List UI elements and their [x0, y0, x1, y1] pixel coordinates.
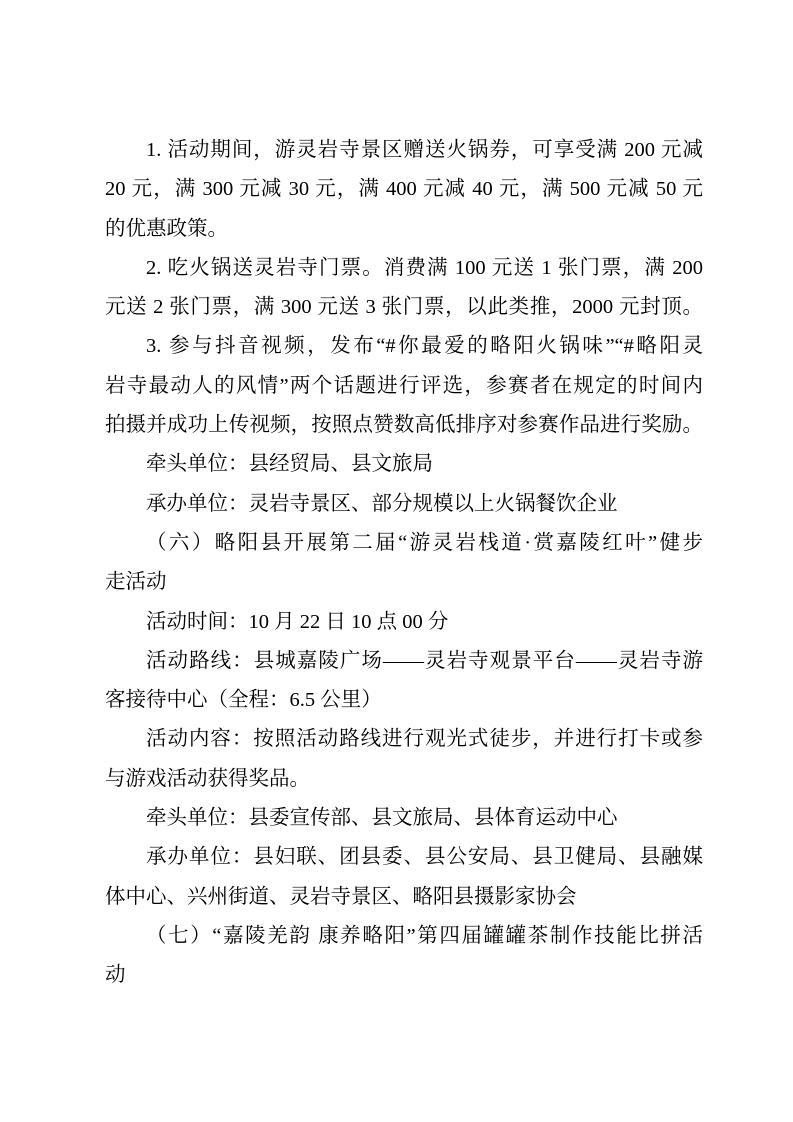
text-line: 承办单位：县妇联、团县委、县公安局、县卫健局、县融媒 — [146, 846, 703, 869]
heading-line: 动 — [105, 964, 126, 987]
text-line: 拍摄并成功上传视频，按照点赞数高低排序对参赛作品进行奖励。 — [105, 414, 703, 437]
paragraph — [105, 603, 703, 642]
text-line: 20 元，满 300 元减 30 元，满 400 元减 40 元，满 500 元减 50 元 — [105, 178, 703, 201]
paragraph — [105, 445, 703, 484]
text-line: 牵头单位：县委宣传部、县文旅局、县体育运动中心 — [146, 807, 618, 830]
heading-line: （六）略阳县开展第二届“游灵岩栈道·赏嘉陵红叶”健步 — [146, 531, 703, 554]
section-heading — [105, 524, 703, 603]
text-line: 牵头单位：县经贸局、县文旅局 — [146, 453, 433, 476]
paragraph — [105, 838, 703, 917]
text-line: 活动内容：按照活动路线进行观光式徒步，并进行打卡或参 — [146, 728, 703, 751]
paragraph — [105, 327, 703, 445]
text-line: 活动时间：10 月 22 日 10 点 00 分 — [146, 610, 449, 633]
text-line: 客接待中心（全程：6.5 公里） — [105, 689, 382, 712]
paragraph — [105, 131, 703, 249]
document-body — [105, 131, 703, 996]
text-line: 3. 参与抖音视频，发布“#你最爱的略阳火锅味”“#略阳灵 — [146, 335, 703, 358]
text-line: 活动路线：县城嘉陵广场——灵岩寺观景平台——灵岩寺游 — [146, 649, 703, 672]
paragraph — [105, 485, 703, 524]
paragraph — [105, 642, 703, 721]
paragraph — [105, 249, 703, 328]
paragraph — [105, 799, 703, 838]
text-line: 1. 活动期间，游灵岩寺景区赠送火锅券，可享受满 200 元减 — [146, 139, 703, 161]
section-heading — [105, 917, 703, 996]
text-line: 承办单位：灵岩寺景区、部分规模以上火锅餐饮企业 — [146, 492, 618, 515]
paragraph — [105, 720, 703, 799]
heading-line: （七）“嘉陵羌韵 康养略阳”第四届罐罐茶制作技能比拼活 — [146, 924, 703, 947]
text-line: 体中心、兴州街道、灵岩寺景区、略阳县摄影家协会 — [105, 885, 577, 908]
text-line: 2. 吃火锅送灵岩寺门票。消费满 100 元送 1 张门票，满 200 — [146, 256, 703, 279]
heading-line: 走活动 — [105, 571, 167, 594]
text-line: 的优惠政策。 — [105, 217, 228, 240]
text-line: 与游戏活动获得奖品。 — [105, 767, 310, 790]
text-line: 元送 2 张门票，满 300 元送 3 张门票，以此类推，2000 元封顶。 — [105, 296, 703, 319]
text-line: 岩寺最动人的风情”两个话题进行评选，参赛者在规定的时间内 — [105, 374, 703, 397]
